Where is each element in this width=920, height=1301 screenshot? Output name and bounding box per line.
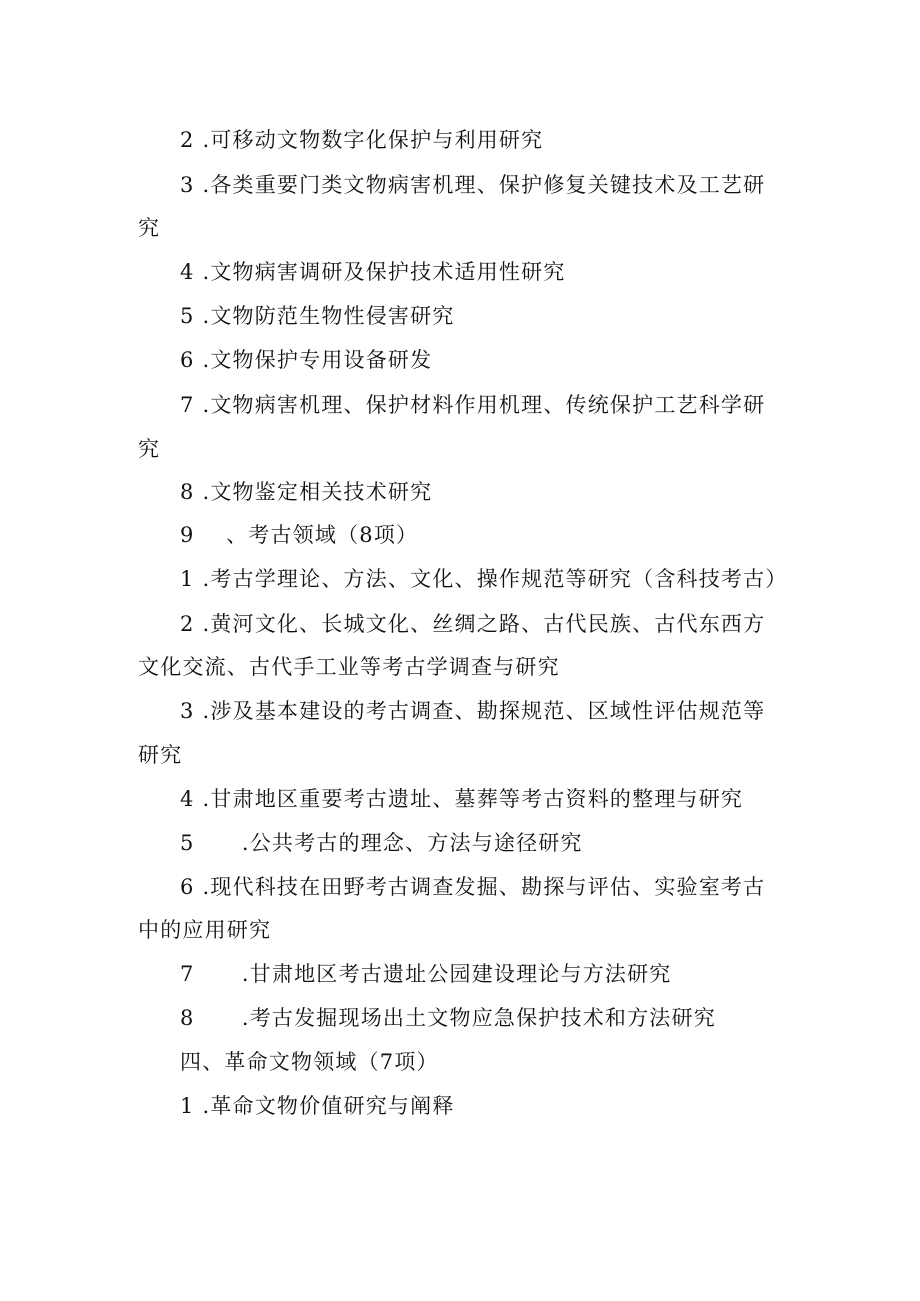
item-separator: . <box>194 962 250 986</box>
item-number: 9 <box>180 523 195 547</box>
list-item <box>0 477 920 507</box>
list-item <box>0 609 920 639</box>
item-text: 文物鉴定相关技术研究 <box>210 480 433 504</box>
list-item <box>0 257 920 287</box>
section-heading <box>0 520 920 550</box>
item-number: 7 <box>180 962 195 986</box>
list-item <box>0 1003 920 1033</box>
item-text: 考古领域（8项） <box>248 523 419 547</box>
item-separator: . <box>194 480 211 504</box>
item-text-continued: 中的应用研究 <box>138 918 272 942</box>
item-text: 四、革命文物领域（7项） <box>180 1050 439 1074</box>
list-item <box>0 696 920 726</box>
item-text-continued: 文化交流、古代手工业等考古学调查与研究 <box>138 655 560 679</box>
item-number: 6 <box>180 875 195 899</box>
item-number: 5 <box>180 831 195 855</box>
item-separator: . <box>194 1094 211 1118</box>
item-text: 涉及基本建设的考古调查、勘探规范、区域性评估规范等 <box>210 699 766 723</box>
item-text-continued: 研究 <box>138 743 183 767</box>
item-separator: . <box>194 612 211 636</box>
list-item-continuation <box>0 740 920 770</box>
list-item <box>0 872 920 902</box>
list-item <box>0 390 920 420</box>
list-item <box>0 1091 920 1121</box>
item-text: 公共考古的理念、方法与途径研究 <box>249 831 583 855</box>
item-separator: 、 <box>194 523 249 547</box>
item-number: 1 <box>180 1094 195 1118</box>
list-item <box>0 170 920 200</box>
item-number: 4 <box>180 787 195 811</box>
item-text: 文物防范生物性侵害研究 <box>210 304 455 328</box>
item-separator: . <box>194 173 211 197</box>
item-number: 4 <box>180 260 195 284</box>
item-number: 2 <box>180 612 195 636</box>
item-separator: . <box>194 1006 250 1030</box>
list-item-continuation <box>0 434 920 464</box>
item-text: 现代科技在田野考古调查发掘、勘探与评估、实验室考古 <box>210 875 766 899</box>
item-separator: . <box>194 787 211 811</box>
item-separator: . <box>194 260 211 284</box>
item-separator: . <box>194 831 250 855</box>
item-separator: . <box>194 304 211 328</box>
item-text: 甘肃地区考古遗址公园建设理论与方法研究 <box>249 962 672 986</box>
item-number: 7 <box>180 393 195 417</box>
list-item-continuation <box>0 213 920 243</box>
item-number: 5 <box>180 304 195 328</box>
list-item-continuation <box>0 652 920 682</box>
item-separator: . <box>194 699 211 723</box>
list-item <box>0 784 920 814</box>
item-number: 3 <box>180 699 195 723</box>
item-separator: . <box>194 128 211 152</box>
item-number: 2 <box>180 128 195 152</box>
item-separator: . <box>194 875 211 899</box>
list-item-continuation <box>0 915 920 945</box>
list-item <box>0 301 920 331</box>
item-number: 8 <box>180 480 195 504</box>
item-text: 各类重要门类文物病害机理、保护修复关键技术及工艺研 <box>210 173 766 197</box>
section-heading <box>0 1047 920 1077</box>
item-text-continued: 究 <box>138 216 161 240</box>
item-text: 考古学理论、方法、文化、操作规范等研究（含科技考古） <box>210 567 788 591</box>
list-item <box>0 959 920 989</box>
item-text: 文物病害机理、保护材料作用机理、传统保护工艺科学研 <box>210 393 766 417</box>
item-separator: . <box>194 567 211 591</box>
list-item <box>0 125 920 155</box>
list-item <box>0 564 920 594</box>
item-text: 甘肃地区重要考古遗址、墓葬等考古资料的整理与研究 <box>210 787 744 811</box>
item-separator: . <box>194 348 211 372</box>
item-text: 革命文物价值研究与阐释 <box>210 1094 455 1118</box>
item-separator: . <box>194 393 211 417</box>
item-text: 考古发掘现场出土文物应急保护技术和方法研究 <box>249 1006 716 1030</box>
item-text: 文物病害调研及保护技术适用性研究 <box>210 260 566 284</box>
list-item <box>0 828 920 858</box>
item-number: 8 <box>180 1006 195 1030</box>
item-text: 文物保护专用设备研发 <box>210 348 433 372</box>
item-number: 3 <box>180 173 195 197</box>
list-item <box>0 345 920 375</box>
item-text: 可移动文物数字化保护与利用研究 <box>210 128 544 152</box>
item-text: 黄河文化、长城文化、丝绸之路、古代民族、古代东西方 <box>210 612 766 636</box>
item-number: 6 <box>180 348 195 372</box>
item-text-continued: 究 <box>138 437 161 461</box>
item-number: 1 <box>180 567 195 591</box>
